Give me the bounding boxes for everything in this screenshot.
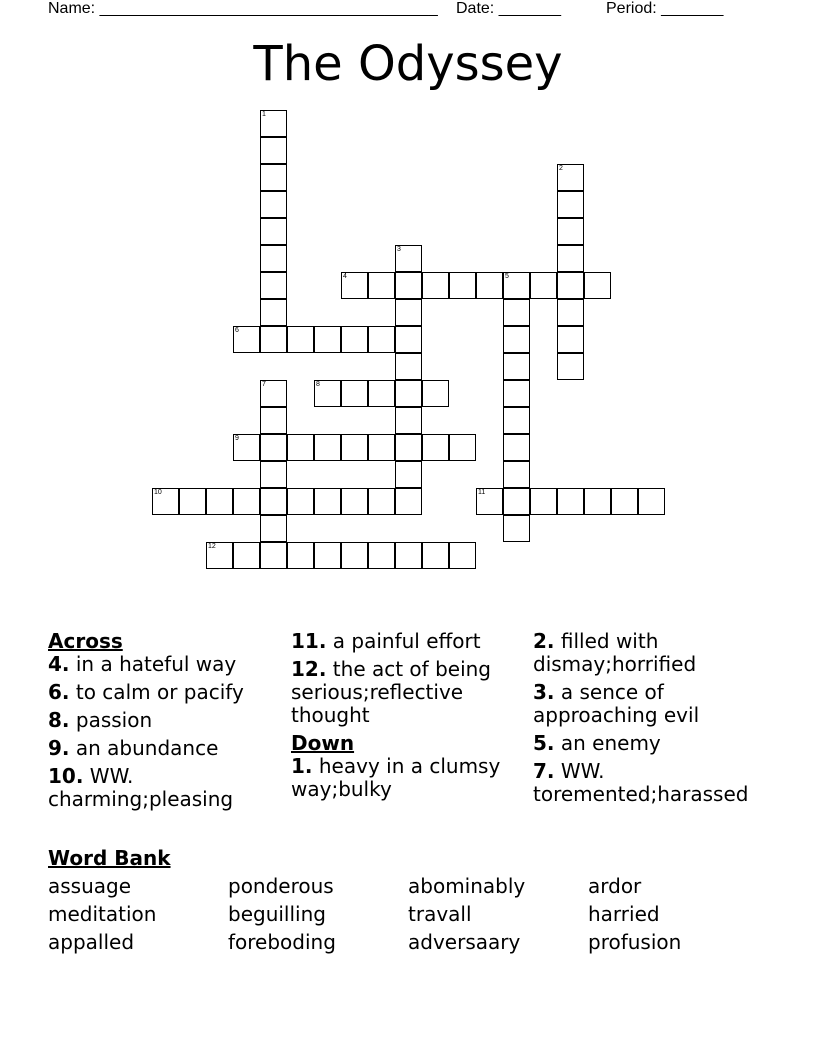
crossword-cell[interactable] [503, 380, 530, 407]
crossword-cell[interactable] [395, 407, 422, 434]
crossword-cell[interactable] [395, 353, 422, 380]
crossword-cell[interactable] [233, 434, 260, 461]
word-bank-item: adversaary [408, 930, 521, 954]
crossword-cell[interactable] [395, 245, 422, 272]
crossword-cell[interactable] [341, 434, 368, 461]
across-heading: Across [48, 629, 123, 653]
clue-number: 3 [397, 246, 401, 253]
crossword-cell[interactable] [395, 488, 422, 515]
clue-number: 10 [154, 489, 162, 496]
crossword-cell[interactable] [557, 218, 584, 245]
crossword-cell[interactable] [557, 299, 584, 326]
across-clue-8: 8. passion [48, 708, 153, 732]
word-bank-item: harried [588, 902, 660, 926]
clue-number: 7 [262, 381, 266, 388]
across-clue-12: 12. the act of being serious;reflective thought [291, 657, 491, 727]
crossword-cell[interactable] [503, 272, 530, 299]
crossword-cell[interactable] [422, 434, 449, 461]
crossword-cell[interactable] [584, 272, 611, 299]
crossword-cell[interactable] [341, 326, 368, 353]
crossword-cell[interactable] [233, 542, 260, 569]
clue-number: 8 [316, 381, 320, 388]
crossword-cell[interactable] [368, 326, 395, 353]
crossword-cell[interactable] [503, 488, 530, 515]
crossword-cell[interactable] [314, 542, 341, 569]
crossword-cell[interactable] [503, 326, 530, 353]
across-clue-10: 10. WW. charming;pleasing [48, 764, 234, 811]
down-clues-column [533, 630, 773, 811]
word-bank-item: ardor [588, 874, 642, 898]
crossword-cell[interactable] [503, 461, 530, 488]
crossword-cell[interactable] [260, 299, 287, 326]
crossword-cell[interactable] [206, 542, 233, 569]
crossword-cell[interactable] [233, 488, 260, 515]
clue-number: 6 [235, 327, 239, 334]
clue-number: 9 [235, 435, 239, 442]
crossword-cell[interactable] [260, 380, 287, 407]
crossword-cell[interactable] [260, 110, 287, 137]
clue-number: 11 [478, 489, 486, 496]
across-clue-9: 9. an abundance [48, 736, 219, 760]
crossword-cell[interactable] [260, 218, 287, 245]
crossword-cell[interactable] [260, 407, 287, 434]
crossword-cell[interactable] [206, 488, 233, 515]
crossword-cell[interactable] [557, 272, 584, 299]
clue-number: 2 [559, 165, 563, 172]
crossword-cell[interactable] [557, 164, 584, 191]
crossword-cell[interactable] [449, 272, 476, 299]
across-clue-6: 6. to calm or pacify [48, 680, 244, 704]
date-field-label: Date: _______ [456, 0, 561, 17]
crossword-cell[interactable] [503, 407, 530, 434]
crossword-cell[interactable] [449, 542, 476, 569]
crossword-cell[interactable] [179, 488, 206, 515]
crossword-cell[interactable] [638, 488, 665, 515]
clue-number: 1 [262, 111, 266, 118]
clue-number: 12 [208, 543, 216, 550]
across-clues-column [48, 630, 284, 816]
word-bank-item: travall [408, 902, 472, 926]
word-bank [48, 874, 768, 954]
crossword-cell[interactable] [395, 380, 422, 407]
crossword-cell[interactable] [503, 515, 530, 542]
down-clue-1: 1. heavy in a clumsy way;bulky [291, 754, 501, 801]
crossword-cell[interactable] [557, 353, 584, 380]
crossword-cell[interactable] [422, 380, 449, 407]
crossword-cell[interactable] [314, 434, 341, 461]
crossword-cell[interactable] [476, 488, 503, 515]
crossword-cell[interactable] [395, 542, 422, 569]
crossword-cell[interactable] [368, 542, 395, 569]
crossword-cell[interactable] [152, 488, 179, 515]
crossword-cell[interactable] [287, 488, 314, 515]
crossword-cell[interactable] [557, 191, 584, 218]
crossword-cell[interactable] [260, 434, 287, 461]
crossword-cell[interactable] [260, 137, 287, 164]
crossword-cell[interactable] [503, 434, 530, 461]
crossword-cell[interactable] [395, 326, 422, 353]
word-bank-item: foreboding [228, 930, 336, 954]
down-clue-3: 3. a sence of approaching evil [533, 680, 700, 727]
crossword-cell[interactable] [368, 272, 395, 299]
crossword-cell[interactable] [368, 380, 395, 407]
crossword-cell[interactable] [341, 488, 368, 515]
crossword-cell[interactable] [395, 272, 422, 299]
word-bank-item: ponderous [228, 874, 334, 898]
clue-number: 5 [505, 273, 509, 280]
crossword-cell[interactable] [557, 488, 584, 515]
crossword-cell[interactable] [287, 326, 314, 353]
word-bank-item: beguilling [228, 902, 326, 926]
crossword-cell[interactable] [260, 461, 287, 488]
crossword-cell[interactable] [368, 434, 395, 461]
word-bank-item: meditation [48, 902, 157, 926]
crossword-cell[interactable] [341, 542, 368, 569]
crossword-cell[interactable] [503, 353, 530, 380]
crossword-cell[interactable] [314, 380, 341, 407]
crossword-cell[interactable] [422, 542, 449, 569]
down-clue-7: 7. WW. toremented;harassed [533, 759, 749, 806]
crossword-cell[interactable] [530, 488, 557, 515]
crossword-cell[interactable] [449, 434, 476, 461]
crossword-cell[interactable] [476, 272, 503, 299]
crossword-cell[interactable] [314, 488, 341, 515]
word-bank-item: profusion [588, 930, 682, 954]
word-bank-item: assuage [48, 874, 132, 898]
crossword-cell[interactable] [395, 434, 422, 461]
period-field-label: Period: _______ [606, 0, 724, 17]
puzzle-title: The Odyssey [253, 36, 563, 92]
across-clue-11: 11. a painful effort [291, 629, 481, 653]
clue-number: 4 [343, 273, 347, 280]
crossword-cell[interactable] [260, 164, 287, 191]
across-clue-4: 4. in a hateful way [48, 652, 237, 676]
crossword-cell[interactable] [260, 542, 287, 569]
crossword-cell[interactable] [368, 488, 395, 515]
crossword-cell[interactable] [260, 272, 287, 299]
crossword-cell[interactable] [260, 515, 287, 542]
name-field-label: Name: ______________________________________ [48, 0, 438, 17]
down-heading: Down [291, 731, 355, 755]
crossword-cell[interactable] [314, 326, 341, 353]
crossword-cell[interactable] [233, 326, 260, 353]
word-bank-item: appalled [48, 930, 135, 954]
crossword-cell[interactable] [422, 272, 449, 299]
crossword-cell[interactable] [260, 488, 287, 515]
crossword-cell[interactable] [557, 245, 584, 272]
crossword-cell[interactable] [395, 299, 422, 326]
crossword-cell[interactable] [503, 299, 530, 326]
crossword-cell[interactable] [557, 326, 584, 353]
crossword-cell[interactable] [260, 191, 287, 218]
crossword-cell[interactable] [611, 488, 638, 515]
crossword-cell[interactable] [530, 272, 557, 299]
middle-clues-column [291, 630, 527, 806]
word-bank-item: abominably [408, 874, 526, 898]
crossword-cell[interactable] [287, 434, 314, 461]
crossword-cell[interactable] [395, 461, 422, 488]
down-clue-2: 2. filled with dismay;horrified [533, 629, 697, 676]
word-bank-heading: Word Bank [48, 846, 171, 870]
crossword-cell[interactable] [260, 326, 287, 353]
crossword-cell[interactable] [341, 272, 368, 299]
down-clue-5: 5. an enemy [533, 731, 661, 755]
crossword-cell[interactable] [287, 542, 314, 569]
crossword-cell[interactable] [584, 488, 611, 515]
crossword-cell[interactable] [341, 380, 368, 407]
crossword-cell[interactable] [260, 245, 287, 272]
